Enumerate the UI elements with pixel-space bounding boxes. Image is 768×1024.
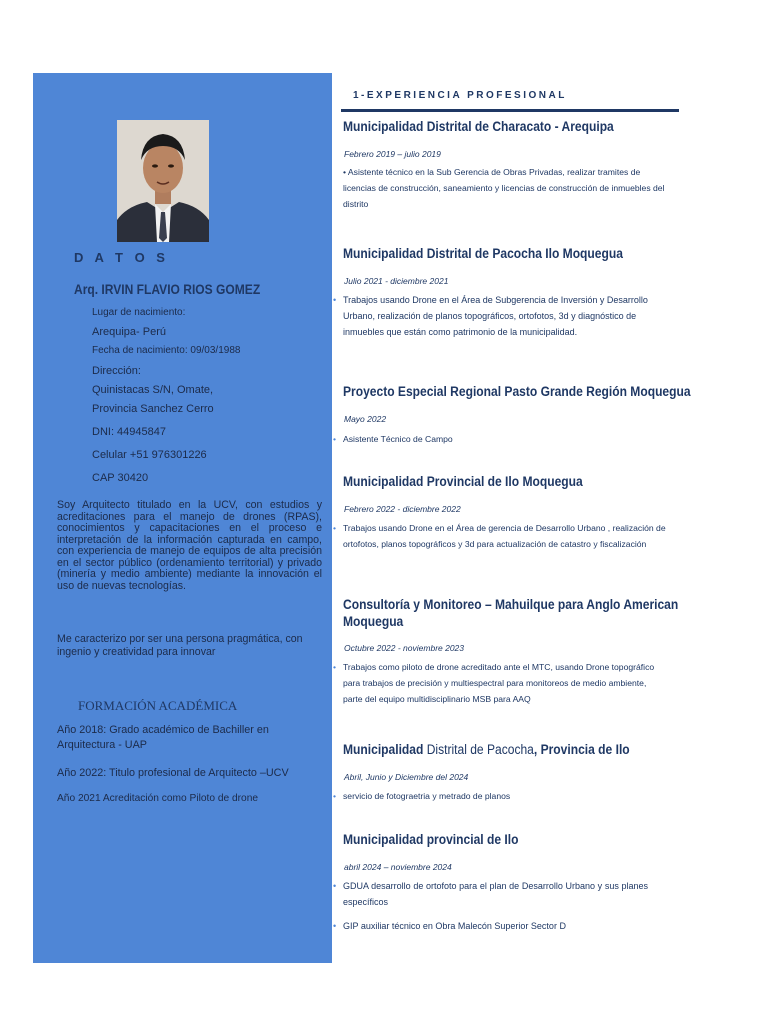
- datos-heading: D A T O S: [74, 250, 169, 265]
- job-title: Municipalidad Distrital de Pacocha Ilo Moquegua: [343, 246, 623, 261]
- job-description: • Trabajos usando Drone en el Área de Subgerencia de Inversión y Desarrollo Urbano, realización de planos topográficos, ortofotos, 3d y diagnóstico de inmuebles que están como patrimonio de la municipalidad.: [343, 292, 653, 340]
- birthplace-value: Arequipa- Perú: [92, 326, 166, 338]
- birthplace-label: Lugar de nacimiento:: [92, 307, 186, 318]
- job-title-part: Municipalidad: [343, 742, 424, 757]
- job-title: [343, 742, 654, 757]
- dni: DNI: 44945847: [92, 426, 166, 438]
- job-description: • Asistente técnico en la Sub Gerencia de Obras Privadas, realizar tramites de licencias de construcción, saneamiento y licencias de construcción de inmuebles del distrito: [343, 167, 665, 209]
- job-description: • Trabajos usando Drone en el Área de gerencia de Desarrollo Urbano , realización de ortofotos, planos topográficos y 3d para actualización de catastro y fiscalización: [343, 520, 688, 552]
- formacion-item: Año 2022: Titulo profesional de Arquitecto –UCV: [57, 767, 289, 779]
- job-description: • servicio de fotograetria y metrado de planos: [343, 788, 673, 804]
- profile-photo: [117, 120, 209, 242]
- job-description: • GIP auxiliar técnico en Obra Malecón Superior Sector D: [343, 918, 673, 934]
- birthdate: Fecha de nacimiento: 09/03/1988: [92, 345, 241, 356]
- job-title: Proyecto Especial Regional Pasto Grande Región Moquegua: [343, 384, 691, 399]
- address-line-1: Quinistacas S/N, Omate,: [92, 384, 214, 396]
- job-title: Municipalidad Provincial de Ilo Moquegua: [343, 474, 583, 489]
- job-title: Municipalidad provincial de Ilo: [343, 832, 519, 847]
- cap-number: CAP 30420: [92, 472, 149, 484]
- job-date: Octubre 2022 - noviembre 2023: [344, 643, 465, 653]
- formacion-heading: FORMACIÓN ACADÉMICA: [78, 698, 238, 713]
- profile-summary-2: Me caracterizo por ser una persona pragmática, con ingenio y creatividad para innovar: [57, 633, 303, 658]
- person-portrait-icon: [117, 120, 209, 242]
- job-title-part: , Provincia de Ilo: [533, 742, 630, 757]
- heading-divider: [341, 109, 679, 112]
- job-description: • Trabajos como piloto de drone acreditado ante el MTC, usando Drone topográfico para trabajos de precisión y multiespectral para monitoreos de medio ambiente, parte del equipo multidisciplinario MSB para AAQ: [343, 659, 663, 707]
- job-date: Abril, Junio y Diciembre del 2024: [344, 772, 469, 782]
- formacion-item: Año 2021 Acreditación como Piloto de drone: [57, 793, 259, 804]
- address-label: Dirección:: [92, 365, 141, 377]
- job-title: Municipalidad Distrital de Characato - Arequipa: [343, 119, 614, 134]
- address-line-2: Provincia Sanchez Cerro: [92, 403, 214, 415]
- job-date: Mayo 2022: [344, 414, 387, 424]
- profile-summary: Soy Arquitecto titulado en la UCV, con estudios y acreditaciones para el manejo de drones (RPAS), conocimientos y capacitaciones en el proceso e interpretación de la información capturada en campo, con experiencia de manejo de equipos de alta precisión en el sector público (ordenamiento territorial) y privado (minería y medio ambiente) mediante la innovación el uso de nuevas tecnologías.: [57, 499, 322, 592]
- job-description: • GDUA desarrollo de ortofoto para el plan de Desarrollo Urbano y sus planes específicos: [343, 878, 648, 910]
- experience-heading: 1-EXPERIENCIA PROFESIONAL: [353, 90, 567, 101]
- job-date: abril 2024 – noviembre 2024: [344, 862, 452, 872]
- job-title: Consultoría y Monitoreo – Mahuilque para Anglo American Moquegua: [343, 597, 679, 629]
- candidate-name: Arq. IRVIN FLAVIO RIOS GOMEZ: [74, 281, 261, 297]
- phone: Celular +51 976301226: [92, 449, 207, 461]
- job-description: • Asistente Técnico de Campo: [343, 431, 673, 447]
- job-date: Julio 2021 - diciembre 2021: [344, 276, 449, 286]
- job-title-part: Distrital de Pacocha: [423, 742, 534, 757]
- job-date: Febrero 2022 - diciembre 2022: [344, 504, 461, 514]
- formacion-item: Año 2018: Grado académico de Bachiller en Arquitectura - UAP: [57, 724, 269, 751]
- job-date: Febrero 2019 – julio 2019: [344, 149, 441, 159]
